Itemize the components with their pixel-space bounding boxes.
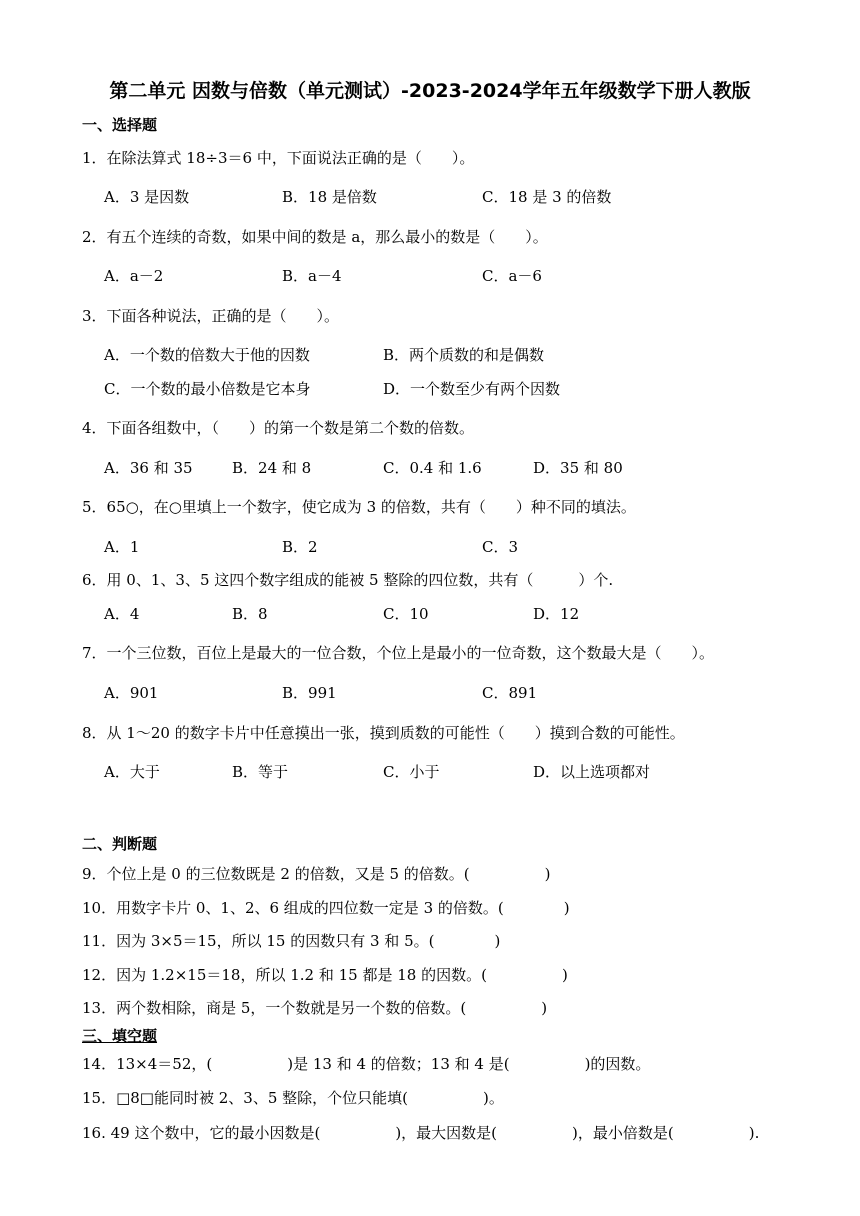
question-3-option-c: C．一个数的最小倍数是它本身	[104, 380, 311, 398]
question-7-option-b: B．991	[282, 684, 337, 702]
question-7-option-c: C．891	[482, 684, 538, 702]
question-8-option-d: D．以上选项都对	[533, 763, 651, 781]
question-7: 7．一个三位数，百位上是最大的一位合数，个位上是最小的一位奇数，这个数最大是（ ）。	[82, 644, 715, 662]
question-12: 12．因为 1.2×15＝18，所以 1.2 和 15 都是 18 的因数。( )	[82, 966, 568, 984]
question-1-option-b: B．18 是倍数	[282, 188, 377, 206]
question-1: 1．在除法算式 18÷3＝6 中，下面说法正确的是（ ）。	[82, 149, 475, 167]
question-2-option-c: C．a－6	[482, 267, 542, 285]
question-3-option-d: D．一个数至少有两个因数	[383, 380, 561, 398]
question-13: 13．两个数相除，商是 5，一个数就是另一个数的倍数。( )	[82, 999, 548, 1017]
question-5-option-a: A．1	[104, 538, 140, 556]
question-6: 6．用 0、1、3、5 这四个数字组成的能被 5 整除的四位数，共有（ ）个.	[82, 571, 614, 589]
section-heading-judge: 二、判断题	[82, 835, 158, 853]
question-6-option-a: A．4	[104, 605, 140, 623]
question-4: 4．下面各组数中，（ ）的第一个数是第二个数的倍数。	[82, 419, 475, 437]
question-2-option-a: A．a－2	[104, 267, 164, 285]
question-8: 8．从 1～20 的数字卡片中任意摸出一张，摸到质数的可能性（ ）摸到合数的可能性。	[82, 724, 685, 742]
question-14: 14．13×4＝52，( )是 13 和 4 的倍数；13 和 4 是( )的因数。	[82, 1055, 651, 1073]
question-5-option-b: B．2	[282, 538, 318, 556]
page-title: 第二单元 因数与倍数（单元测试）-2023-2024学年五年级数学下册人教版	[109, 80, 751, 102]
question-7-option-a: A．901	[104, 684, 159, 702]
question-5: 5．65○，在○里填上一个数字，使它成为 3 的倍数，共有（ ）种不同的填法。	[82, 498, 636, 516]
question-15: 15．□8□能同时被 2、3、5 整除，个位只能填( )。	[82, 1089, 504, 1107]
question-3: 3．下面各种说法，正确的是（ ）。	[82, 307, 340, 325]
question-5-option-c: C．3	[482, 538, 519, 556]
question-4-option-d: D．35 和 80	[533, 459, 623, 477]
question-2-option-b: B．a－4	[282, 267, 342, 285]
question-10: 10．用数字卡片 0、1、2、6 组成的四位数一定是 3 的倍数。( )	[82, 899, 570, 917]
question-9: 9．个位上是 0 的三位数既是 2 的倍数，又是 5 的倍数。( )	[82, 865, 551, 883]
section-heading-fill: 三、填空题	[82, 1027, 158, 1045]
question-4-option-a: A．36 和 35	[104, 459, 193, 477]
question-8-option-c: C．小于	[383, 763, 440, 781]
question-8-option-a: A．大于	[104, 763, 160, 781]
question-2: 2．有五个连续的奇数，如果中间的数是 a，那么最小的数是（ ）。	[82, 228, 548, 246]
question-6-option-b: B．8	[232, 605, 268, 623]
question-8-option-b: B．等于	[232, 763, 289, 781]
question-11: 11．因为 3×5＝15，所以 15 的因数只有 3 和 5。( )	[82, 932, 501, 950]
question-1-option-a: A．3 是因数	[104, 188, 190, 206]
question-4-option-c: C．0.4 和 1.6	[383, 459, 482, 477]
question-3-option-a: A．一个数的倍数大于他的因数	[104, 346, 310, 364]
question-1-option-c: C．18 是 3 的倍数	[482, 188, 612, 206]
section-heading-choice: 一、选择题	[82, 116, 158, 134]
question-3-option-b: B．两个质数的和是偶数	[383, 346, 545, 364]
question-6-option-d: D．12	[533, 605, 580, 623]
question-4-option-b: B．24 和 8	[232, 459, 312, 477]
question-6-option-c: C．10	[383, 605, 429, 623]
question-16: 16. 49 这个数中，它的最小因数是( )，最大因数是( )，最小倍数是( ).	[82, 1124, 760, 1142]
